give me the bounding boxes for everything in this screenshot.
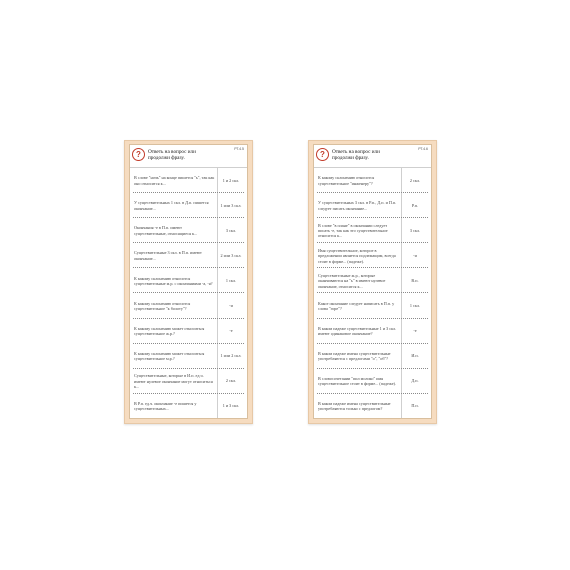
question-row xyxy=(317,344,428,369)
answer-text: 2 скл. xyxy=(401,168,428,192)
answer-text: И.п. xyxy=(401,344,428,368)
question-row xyxy=(133,243,244,268)
quiz-card-right xyxy=(308,140,437,424)
question-list xyxy=(130,168,247,418)
question-text: К какому склонению относится существительное "инженеру"? xyxy=(318,175,375,186)
card-title: Ответь на вопрос или продолжи фразу. xyxy=(332,149,380,161)
question-text: В Р.п. ед.ч. окончание -е пишется у существительных... xyxy=(134,400,197,412)
question-text: В каком падеже существительные 1 и 3 скл. имеют одинаковое окончание? xyxy=(318,325,397,337)
question-row xyxy=(133,293,244,318)
card-header xyxy=(130,145,247,168)
question-text: Окончания -е в П.п. имеют существительные, относящиеся к... xyxy=(134,225,198,236)
question-row xyxy=(133,168,244,193)
answer-text: 3 скл. xyxy=(217,218,244,242)
question-row xyxy=(317,243,428,268)
question-row xyxy=(317,218,428,243)
card-code: РТ.4.5 xyxy=(234,147,244,151)
card-body xyxy=(313,144,432,419)
question-text: В словосочетании "пил молоко" имя существительное стоит в форме... (падеже). xyxy=(318,375,396,387)
answer-text: 1 или 2 скл. xyxy=(217,344,244,368)
answer-text: 1 скл. xyxy=(401,293,428,317)
answer-text: -и xyxy=(217,293,244,317)
answer-text: Д.п. xyxy=(401,369,428,393)
card-title: Ответь на вопрос или продолжи фразу. xyxy=(148,149,196,161)
question-text: В слове "ночь" на конце пишется "ь", так как оно относится к... xyxy=(134,175,215,186)
question-text: Имя существительное, которое в предложении является подлежащим, всегда стоит в форме... (падеже). xyxy=(318,247,396,264)
card-header xyxy=(314,145,431,168)
question-row xyxy=(317,319,428,344)
answer-text: 2 или 3 скл. xyxy=(217,243,244,267)
answer-text: -е xyxy=(217,319,244,343)
answer-text: П.п. xyxy=(401,394,428,418)
answer-text: 1 скл. xyxy=(217,268,244,292)
answer-text: 1 и 3 скл. xyxy=(217,394,244,418)
question-list xyxy=(314,168,431,418)
question-text: У существительных 1 скл. в Д.п. пишется окончание... xyxy=(134,200,209,211)
question-text: У существительных 3 скл. в Р.п., Д.п. и П.п. следует писать окончание... xyxy=(318,200,397,211)
answer-text: -и xyxy=(401,243,428,267)
question-text: Существительные, которые в И.п. ед.ч. имеют нулевое окончание могут относиться к... xyxy=(134,373,213,389)
question-row xyxy=(317,168,428,193)
question-row xyxy=(317,369,428,394)
question-row xyxy=(133,193,244,218)
question-text: В слове "в плане" в окончании следует писать -е, так как это существительное относится к... xyxy=(318,222,388,239)
question-text: Какое окончание следует написать в П.п. у слова "горе"? xyxy=(318,300,395,312)
question-row xyxy=(133,344,244,369)
question-row xyxy=(317,193,428,218)
question-text: К какому склонению может относиться существительное ж.р.? xyxy=(134,325,205,337)
question-text: К какому склонению относится существительное "к болоту"? xyxy=(134,300,191,312)
answer-text: 3 скл. xyxy=(401,218,428,242)
question-row xyxy=(133,319,244,344)
question-row xyxy=(317,293,428,318)
question-row xyxy=(133,394,244,418)
card-code: РТ.4.6 xyxy=(418,147,428,151)
quiz-card-left xyxy=(124,140,253,424)
question-text: К какому склонению может относиться существительное м.р.? xyxy=(134,350,205,362)
question-text: Существительные 3 скл. в П.п. имеют окончание... xyxy=(134,250,202,261)
question-row xyxy=(133,369,244,394)
answer-text: Р.п. xyxy=(401,193,428,217)
answer-text: В.п. xyxy=(401,268,428,292)
answer-text: 2 скл. xyxy=(217,369,244,393)
question-row xyxy=(133,218,244,243)
question-text: В каком падеже имена существительные употребляются с предлогами "о", "об"? xyxy=(318,350,391,362)
answer-text: 1 и 2 скл. xyxy=(217,168,244,192)
question-text: В каком падеже имена существительные употребляются только с предлогом? xyxy=(318,400,391,412)
question-text: К какому склонению относится существительные м.р. с окончаниями -а, -я? xyxy=(134,275,213,286)
question-row xyxy=(133,268,244,293)
question-mark-icon: ? xyxy=(316,148,329,161)
answer-text: -е xyxy=(401,319,428,343)
question-mark-icon: ? xyxy=(132,148,145,161)
answer-text: 1 или 3 скл. xyxy=(217,193,244,217)
question-text: Существительные ж.р., которые оканчиваются на "ь" в имеют нулевое окончание, относятся к... xyxy=(318,272,386,289)
card-body xyxy=(129,144,248,419)
question-row xyxy=(317,394,428,418)
question-row xyxy=(317,268,428,293)
